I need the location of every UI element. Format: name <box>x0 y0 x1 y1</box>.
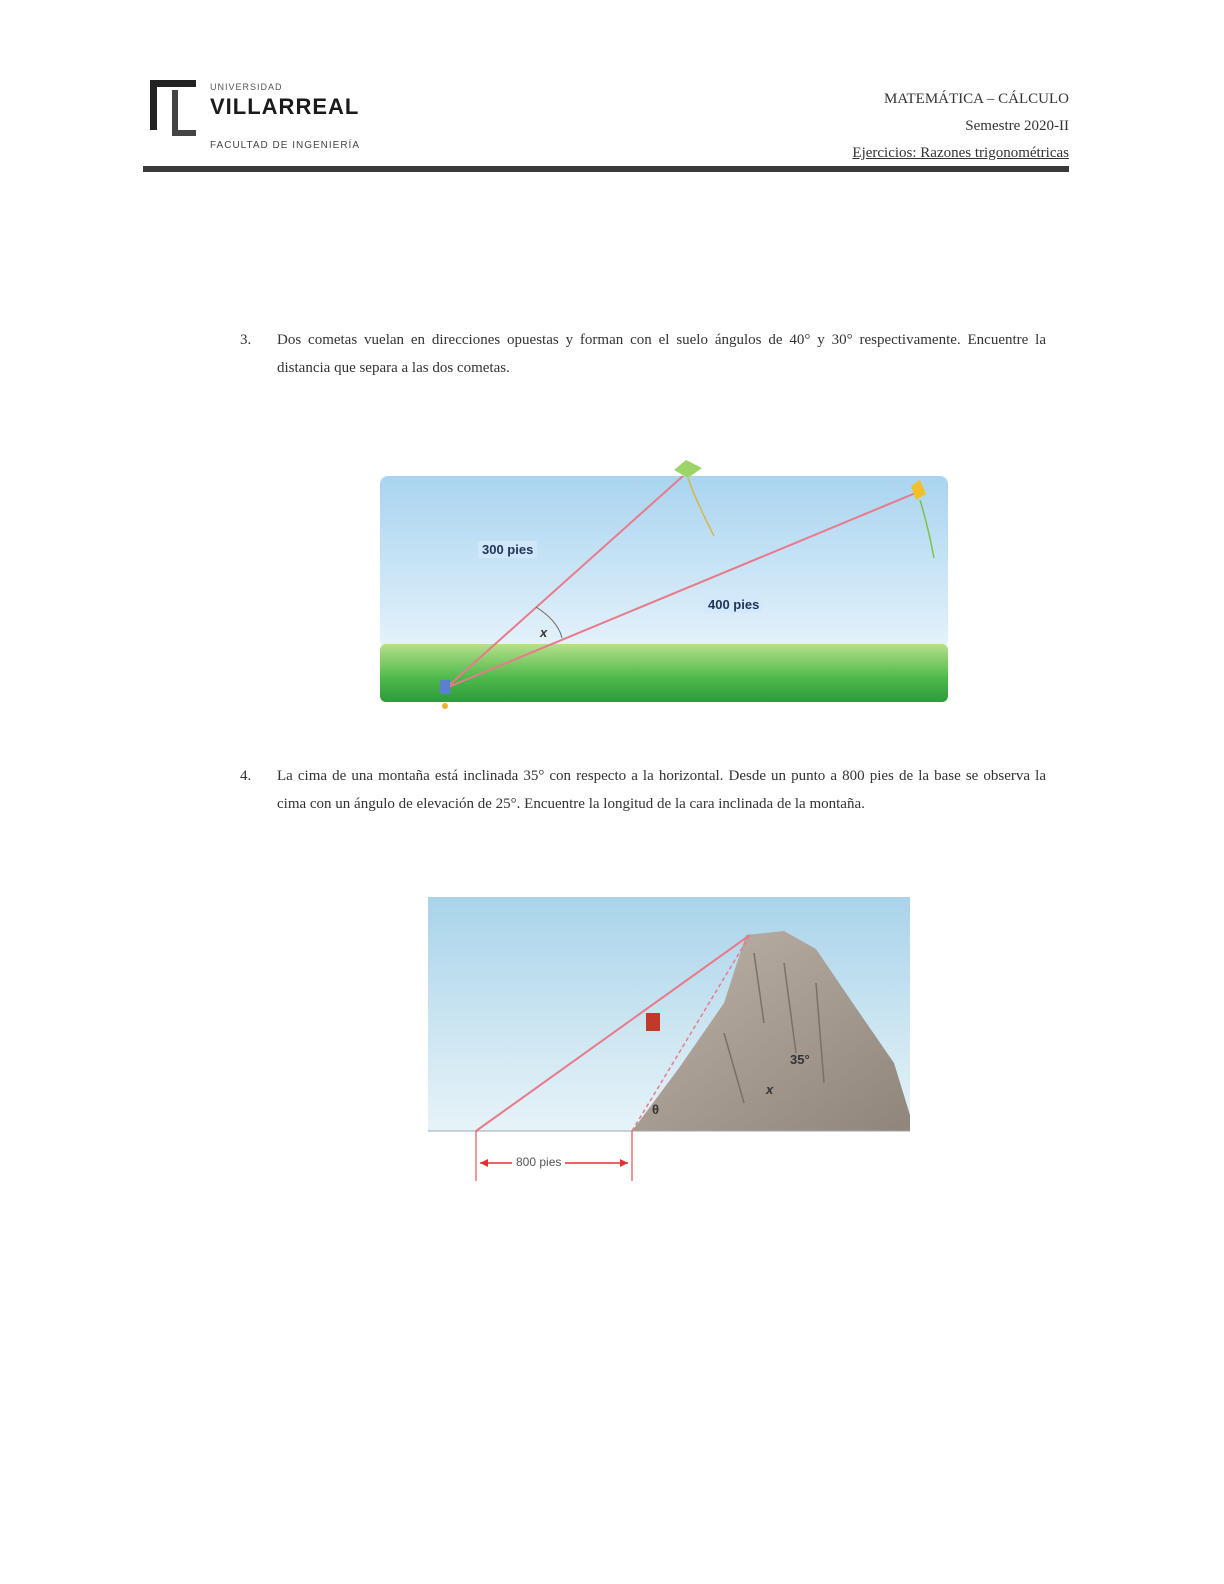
question-4 <box>240 762 1046 818</box>
ground <box>380 644 948 702</box>
question-number: 3. <box>240 332 252 348</box>
header-semester: Semestre 2020-II <box>965 118 1069 134</box>
header-info <box>852 86 1069 167</box>
climber-icon <box>646 1013 660 1031</box>
slope-label: x <box>766 1082 774 1097</box>
slope-angle-label: 35° <box>790 1052 810 1067</box>
kites-figure <box>368 456 960 718</box>
kite-left-icon <box>674 460 702 478</box>
kite-right-label: 400 pies <box>704 596 763 613</box>
mountain-figure <box>424 893 912 1183</box>
question-text: Dos cometas vuelan en direcciones opuestas y forman con el suelo ángulos de 40° y 30° respectivamente. Encuentre la distancia que separa a las dos cometas. <box>277 332 1046 376</box>
question-text: La cima de una montaña está inclinada 35° con respecto a la horizontal. Desde un punto a 800 pies de la base se observa la cima con un ángulo de elevación de 25°. Encuentre la longitud de la cara inclinada de la montaña. <box>277 768 1046 812</box>
kites-illustration <box>368 456 960 718</box>
foot-angle-label: θ <box>652 1102 660 1117</box>
logo-name-text: VILLARREAL <box>210 94 360 119</box>
kite-left-label: 300 pies <box>478 541 537 558</box>
logo-bottom-text: FACULTAD DE INGENIERÍA <box>210 140 360 151</box>
university-logo <box>150 80 360 160</box>
question-3 <box>240 326 1046 382</box>
sky <box>380 476 948 648</box>
mountain-illustration <box>424 893 912 1183</box>
angle-label: x <box>540 625 548 640</box>
header-topic: Ejercicios: Razones trigonométricas <box>852 145 1069 161</box>
logo-top-text: UNIVERSIDAD <box>210 82 283 92</box>
question-number: 4. <box>240 768 252 784</box>
base-label: 800 pies <box>512 1154 565 1170</box>
person-icon <box>440 680 450 694</box>
header-course: MATEMÁTICA – CÁLCULO <box>883 91 1069 107</box>
header-rule <box>143 166 1069 172</box>
logo-mark-icon <box>150 80 198 140</box>
